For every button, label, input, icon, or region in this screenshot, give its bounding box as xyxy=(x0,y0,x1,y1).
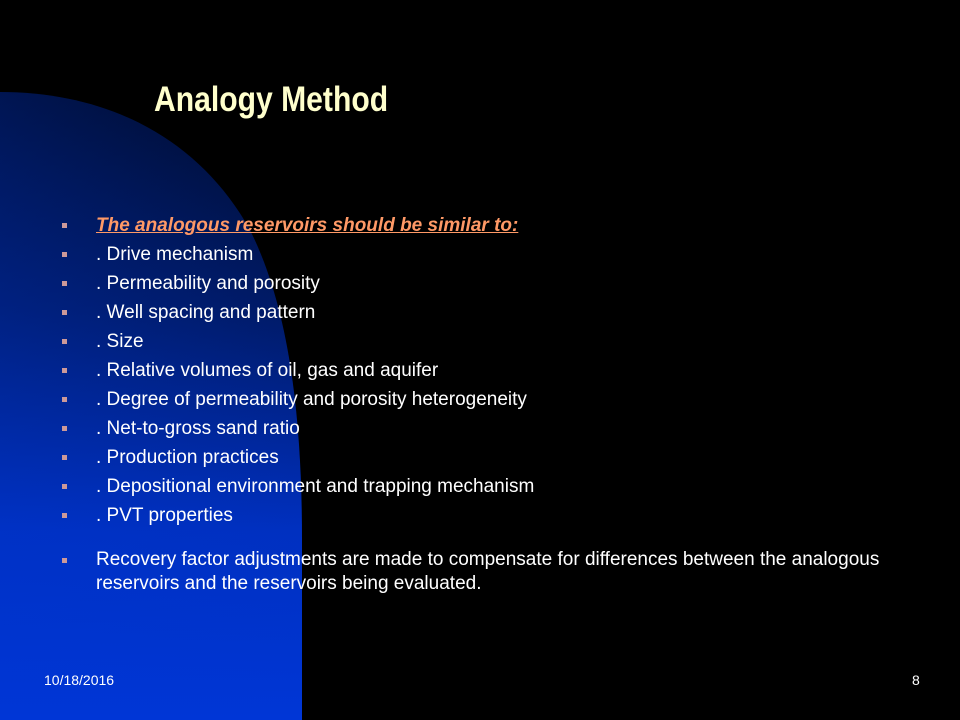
square-bullet-icon xyxy=(62,310,67,315)
list-item-text: . Size xyxy=(96,331,144,352)
list-item xyxy=(62,269,922,298)
list-item-text: . Permeability and porosity xyxy=(96,273,320,294)
square-bullet-icon xyxy=(62,339,67,344)
slide-title: Analogy Method xyxy=(154,80,389,119)
list-item xyxy=(62,472,922,501)
list-item-text: . PVT properties xyxy=(96,505,233,526)
list-item xyxy=(62,240,922,269)
square-bullet-icon xyxy=(62,484,67,489)
list-item xyxy=(62,327,922,356)
square-bullet-icon xyxy=(62,426,67,431)
bullet-list xyxy=(62,211,922,596)
list-item-text: . Degree of permeability and porosity heterogeneity xyxy=(96,389,527,410)
footer-date: 10/18/2016 xyxy=(44,672,115,688)
list-item xyxy=(62,414,922,443)
list-item xyxy=(62,443,922,472)
closing-bullet xyxy=(62,546,922,596)
bullet-heading xyxy=(62,211,922,240)
list-item xyxy=(62,385,922,414)
square-bullet-icon xyxy=(62,558,67,563)
square-bullet-icon xyxy=(62,281,67,286)
list-item-text: . Well spacing and pattern xyxy=(96,302,316,323)
page-number: 8 xyxy=(912,672,920,688)
closing-bullet-text: Recovery factor adjustments are made to compensate for differences between the analogous reservoirs and the reservoirs being evaluated. xyxy=(96,549,880,594)
list-item-text: . Relative volumes of oil, gas and aquifer xyxy=(96,360,439,381)
square-bullet-icon xyxy=(62,223,67,228)
square-bullet-icon xyxy=(62,252,67,257)
square-bullet-icon xyxy=(62,397,67,402)
bullet-heading-text: The analogous reservoirs should be similar to: xyxy=(96,215,519,236)
list-item xyxy=(62,356,922,385)
list-item-text: . Depositional environment and trapping mechanism xyxy=(96,476,535,497)
square-bullet-icon xyxy=(62,368,67,373)
list-item-text: . Net-to-gross sand ratio xyxy=(96,418,300,439)
list-item-text: . Drive mechanism xyxy=(96,244,254,265)
list-item-text: . Production practices xyxy=(96,447,279,468)
square-bullet-icon xyxy=(62,513,67,518)
list-item xyxy=(62,298,922,327)
square-bullet-icon xyxy=(62,455,67,460)
list-item xyxy=(62,501,922,530)
